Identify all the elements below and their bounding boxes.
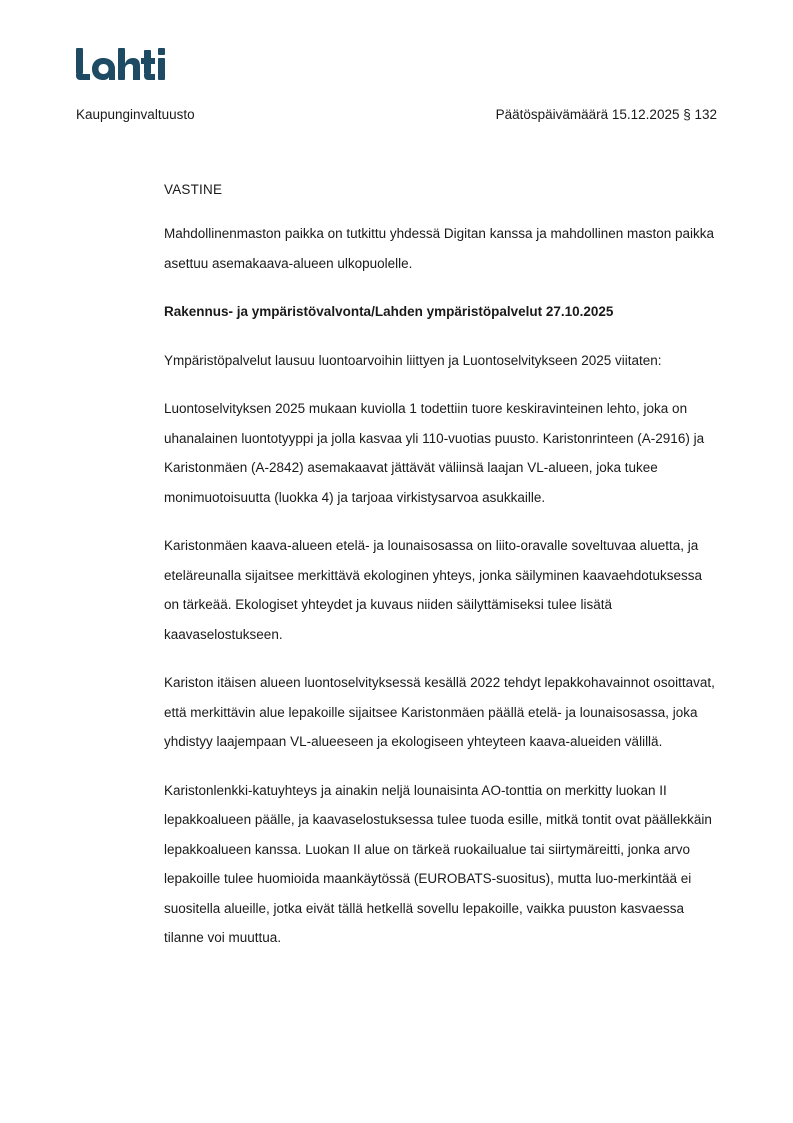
paragraph-3: Ympäristöpalvelut lausuu luontoarvoihin liittyen ja Luontoselvitykseen 2025 viitaten: — [164, 352, 662, 368]
paragraph-2-subheading: Rakennus- ja ympäristövalvonta/Lahden ympäristöpalvelut 27.10.2025 — [164, 304, 614, 319]
organization-name: Kaupunginvaltuusto — [76, 107, 195, 122]
paragraph-4: Luontoselvityksen 2025 mukaan kuviolla 1 todettiin tuore keskiravinteinen lehto, joka on uhanalainen luontotyyppi ja jolla kasvaa yli 110-vuotias puusto. Karistonrinteen (A-2916) ja Karistonmäen (A-2842) asemakaavat jättävät väliinsä laajan VL-alueen, joka tukee monimuotoisuutta (luokka 4) ja tarjoaa virkistysarvoa asukkaille. — [164, 401, 705, 505]
paragraph-6: Kariston itäisen alueen luontoselvityksessä kesällä 2022 tehdyt lepakkohavainnot osoittavat, että merkittävin alue lepakoille sijaitsee Karistonmäen päällä etelä- ja lounaisosassa, joka yhdistyy laajempaan VL-alueeseen ja ekologiseen yhteyteen kaava-alueiden välillä. — [164, 675, 715, 749]
paragraph-5: Karistonmäen kaava-alueen etelä- ja lounaisosassa on liito-oravalle soveltuvaa aluetta, ja eteläreunalla sijaitsee merkittävä ekologinen yhteys, jonka säilyminen kaavaehdotuksessa on tärkeää. Ekologiset yhteydet ja kuvaus niiden säilyttämiseksi tulee lisätä kaavaselostukseen. — [164, 538, 703, 642]
paragraph-7: Karistonlenkki-katuyhteys ja ainakin neljä lounaisinta AO-tonttia on merkitty luokan II lepakkoalueen päälle, ja kaavaselostuksessa tulee tuoda esille, mitkä tontit ovat päällekkäin lepakkoalueen kanssa. Luokan II alue on tärkeä ruokailualue tai siirtymäreitti, jonka arvo lepakoille tulee huomioida maankäytössä (EUROBATS-suositus), mutta luo-merkintää ei suositella alueille, jotka eivät tällä hetkellä sovellu lepakoille, vaikka puuston kasvaessa tilanne voi muuttua. — [164, 782, 712, 945]
section-heading: VASTINE — [164, 182, 223, 197]
lahti-logo — [76, 44, 168, 84]
paragraph-1: Mahdollinenmaston paikka on tutkittu yhdessä Digitan kanssa ja mahdollinen maston paikka asettuu asemakaava-alueen ulkopuolelle. — [164, 226, 715, 271]
lahti-logo-mark — [76, 44, 168, 84]
decision-date: Päätöspäivämäärä 15.12.2025 § 132 — [495, 107, 717, 122]
document-body — [164, 180, 720, 972]
